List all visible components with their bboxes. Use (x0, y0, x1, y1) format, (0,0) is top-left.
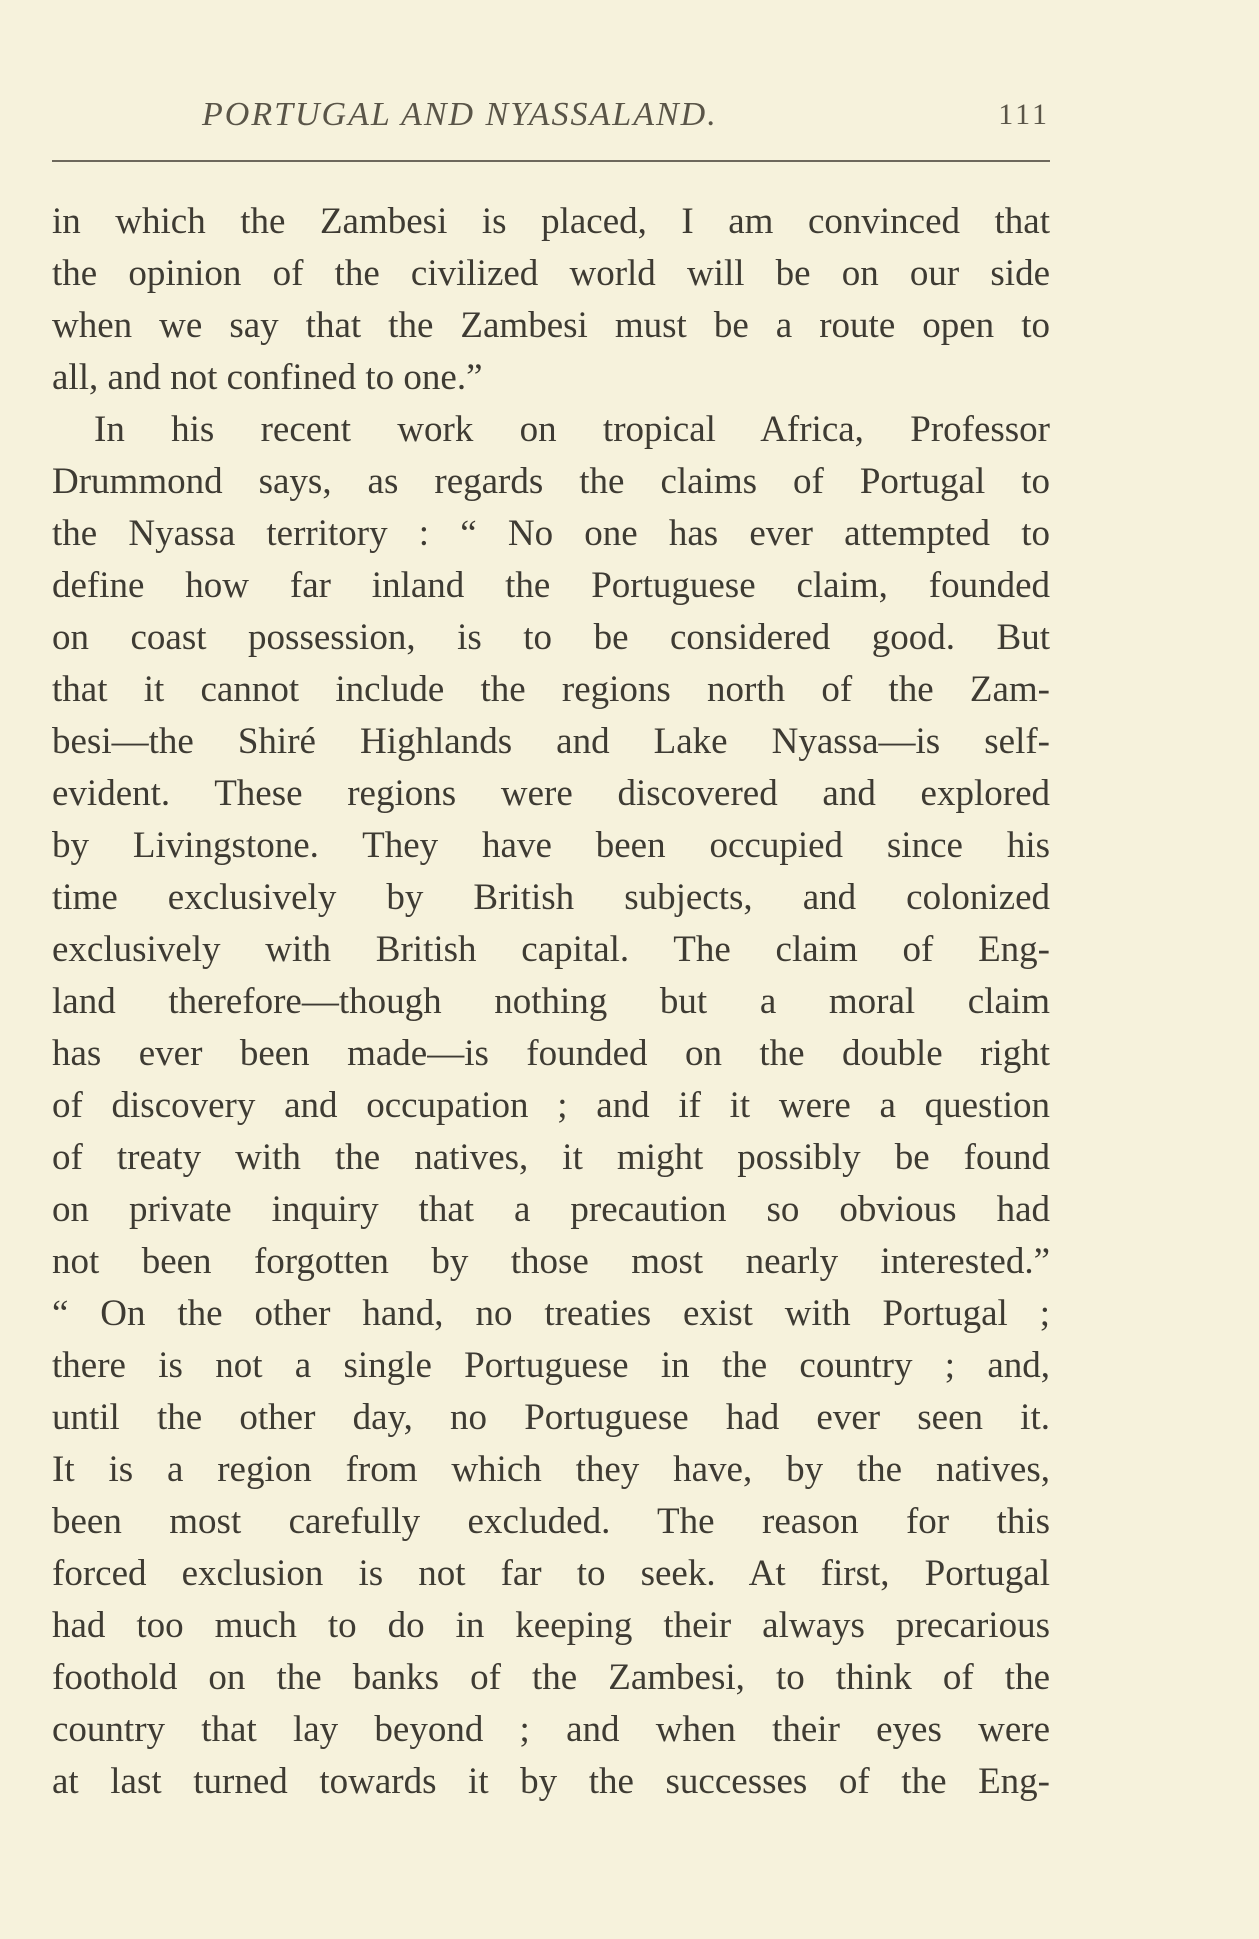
text-line: there is not a single Portuguese in the country ; and, (52, 1345, 1050, 1386)
text-line: at last turned towards it by the successes of the Eng- (52, 1761, 1050, 1802)
body-text (52, 196, 1050, 1808)
text-line: the Nyassa territory : “ No one has ever attempted to (52, 513, 1050, 554)
text-line: Drummond says, as regards the claims of Portugal to (52, 461, 1050, 502)
text-line: In his recent work on tropical Africa, Professor (94, 409, 1050, 450)
text-line: in which the Zambesi is placed, I am convinced that (52, 201, 1050, 242)
text-line: by Livingstone. They have been occupied since his (52, 825, 1050, 866)
text-line: the opinion of the civilized world will be on our side (52, 253, 1050, 294)
running-head (52, 96, 1050, 146)
text-line: on coast possession, is to be considered good. But (52, 617, 1050, 658)
text-line: on private inquiry that a precaution so obvious had (52, 1189, 1050, 1230)
text-line: forced exclusion is not far to seek. At first, Portugal (52, 1553, 1050, 1594)
text-line: evident. These regions were discovered and explored (52, 773, 1050, 814)
text-line: all, and not confined to one.” (52, 357, 483, 398)
text-line: land therefore—though nothing but a moral claim (52, 981, 1050, 1022)
text-line: exclusively with British capital. The claim of Eng- (52, 929, 1050, 970)
text-line: of discovery and occupation ; and if it were a question (52, 1085, 1050, 1126)
text-line: had too much to do in keeping their always precarious (52, 1605, 1050, 1646)
text-line: besi—the Shiré Highlands and Lake Nyassa—is self- (52, 721, 1050, 762)
text-line: not been forgotten by those most nearly interested.” (52, 1241, 1050, 1282)
text-line: until the other day, no Portuguese had ever seen it. (52, 1397, 1050, 1438)
text-line: has ever been made—is founded on the double right (52, 1033, 1050, 1074)
text-line: that it cannot include the regions north of the Zam- (52, 669, 1050, 710)
page-number: 111 (998, 98, 1050, 131)
running-head-title: PORTUGAL AND NYASSALAND. (202, 96, 718, 133)
text-line: country that lay beyond ; and when their eyes were (52, 1709, 1050, 1750)
text-line: time exclusively by British subjects, and colonized (52, 877, 1050, 918)
text-line: when we say that the Zambesi must be a route open to (52, 305, 1050, 346)
text-line: define how far inland the Portuguese claim, founded (52, 565, 1050, 606)
text-line: foothold on the banks of the Zambesi, to think of the (52, 1657, 1050, 1698)
text-line: It is a region from which they have, by the natives, (52, 1449, 1050, 1490)
text-line: of treaty with the natives, it might possibly be found (52, 1137, 1050, 1178)
header-rule (52, 160, 1050, 162)
text-line: been most carefully excluded. The reason for this (52, 1501, 1050, 1542)
text-line: “ On the other hand, no treaties exist with Portugal ; (52, 1293, 1050, 1334)
